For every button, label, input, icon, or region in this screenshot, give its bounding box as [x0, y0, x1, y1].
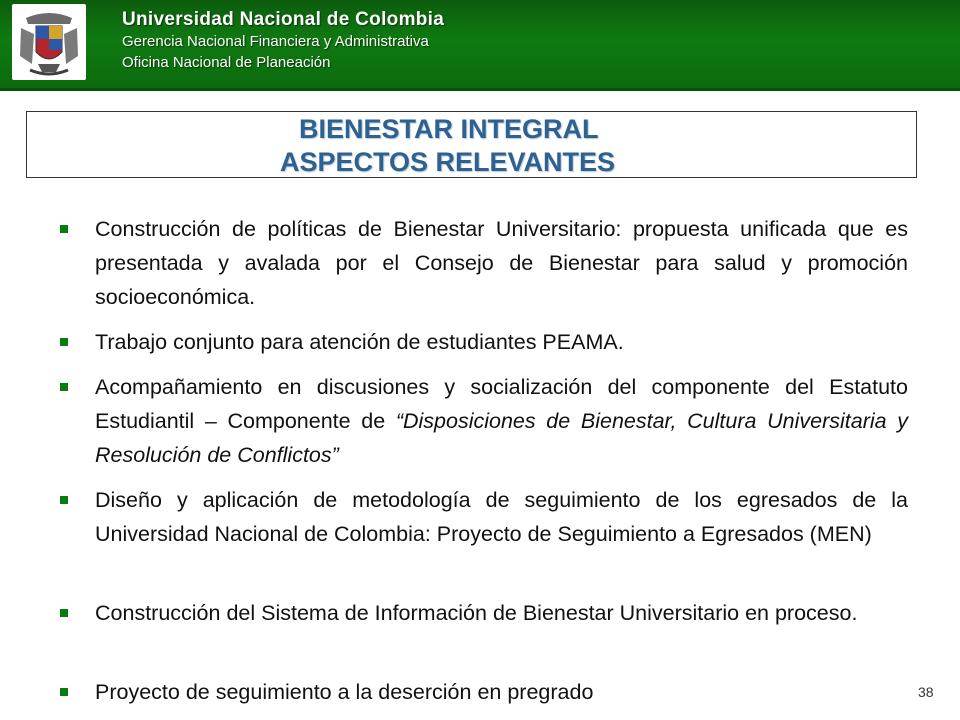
bullet-text: Trabajo conjunto para atención de estudiantes PEAMA. — [95, 330, 624, 354]
bullet-text: Construcción del Sistema de Información de Bienestar Universitario en proceso. — [95, 601, 858, 625]
slide-title-line-2: ASPECTOS RELEVANTES — [280, 147, 616, 177]
coat-of-arms-icon — [12, 4, 86, 80]
bullet-item — [60, 596, 908, 664]
square-bullet-icon — [60, 338, 68, 346]
square-bullet-icon — [60, 225, 68, 233]
institution-name: Universidad Nacional de Colombia — [122, 9, 445, 30]
department-name: Gerencia Nacional Financiera y Administrativa — [122, 33, 429, 50]
header-bar — [0, 0, 960, 88]
bullet-list — [60, 212, 908, 709]
slide-title-box — [26, 111, 917, 178]
bullet-item — [60, 483, 908, 585]
bullet-item — [60, 325, 908, 359]
bullet-item — [60, 212, 908, 314]
square-bullet-icon — [60, 609, 68, 617]
header-text — [122, 9, 444, 73]
bullet-text-italic: “Disposiciones de Bienestar, Cultura Universitaria y Resolución de Conflictos” — [95, 409, 908, 467]
bullet-item — [60, 370, 908, 472]
square-bullet-icon — [60, 496, 68, 504]
square-bullet-icon — [60, 383, 68, 391]
office-name: Oficina Nacional de Planeación — [122, 54, 331, 71]
slide-title-line-1: BIENESTAR INTEGRAL — [299, 114, 599, 144]
university-logo — [12, 4, 86, 80]
square-bullet-icon — [60, 688, 68, 696]
page-number: 38 — [918, 684, 934, 700]
header-divider — [0, 88, 960, 91]
bullet-text: Diseño y aplicación de metodología de seguimiento de los egresados de la Universidad Nacional de Colombia: Proyecto de Seguimiento a Egresados (MEN) — [95, 488, 908, 546]
bullet-text: Acompañamiento en discusiones y socialización del componente del Estatuto Estudiantil – Componente de — [95, 375, 908, 433]
bullet-text: Construcción de políticas de Bienestar Universitario: propuesta unificada que es presentada y avalada por el Consejo de Bienestar para salud y promoción socioeconómica. — [95, 217, 908, 309]
bullet-item — [60, 675, 908, 709]
bullet-text: Proyecto de seguimiento a la deserción en pregrado — [95, 680, 594, 704]
